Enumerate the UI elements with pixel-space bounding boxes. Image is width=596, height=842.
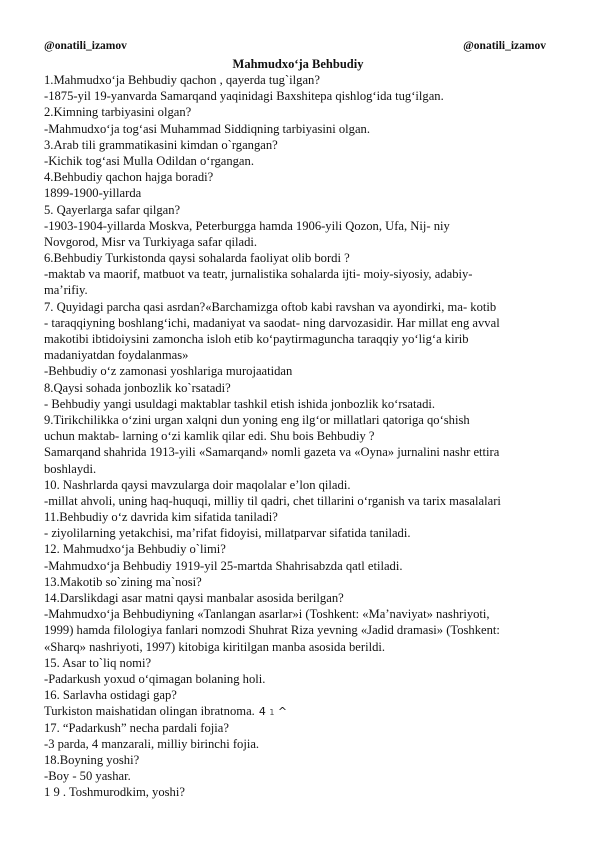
text-line — [44, 315, 560, 331]
text-line-content: -maktab va maorif, matbuot va teatr, jurnalistika sohalarda ijti- moiy-siyosiy, adabiy- — [44, 267, 473, 282]
header-handle-right: @onatili_izamov — [463, 40, 546, 52]
text-line — [44, 428, 560, 444]
text-line-content: boshlaydi. — [44, 461, 97, 476]
text-line — [44, 121, 560, 137]
text-line — [44, 363, 560, 379]
text-line-content: -Kichik tog‘asi Mulla Odildan o‘rgangan. — [44, 153, 254, 168]
text-line — [44, 639, 560, 655]
text-line-content: 18.Boyning yoshi? — [44, 752, 140, 767]
text-line — [44, 493, 560, 509]
text-line — [44, 282, 560, 298]
text-line-content: uchun maktab- larning o‘zi kamlik qilar edi. Shu bois Behbudiy ? — [44, 429, 375, 444]
text-line-content: -1903-1904-yillarda Moskva, Peterburgga hamda 1906-yili Qozon, Ufa, Nij- niy — [44, 218, 450, 233]
text-line — [44, 622, 560, 638]
text-line-content: «Sharq» nashriyoti, 1997) kitobiga kiritilgan manba asosida berildi. — [44, 639, 386, 654]
text-line-content: -1875-yil 19-yanvarda Samarqand yaqinidagi Baxshitepa qishlog‘ida tug‘ilgan. — [44, 89, 444, 104]
text-line-content: 2.Kimning tarbiyasini olgan? — [44, 105, 192, 120]
text-line-content: -3 parda, 4 manzarali, milliy birinchi fojia. — [44, 736, 260, 751]
text-line-content: 11.Behbudiy o‘z davrida kim sifatida taniladi? — [44, 510, 278, 525]
text-line — [44, 153, 560, 169]
text-line-content: -millat ahvoli, uning haq-huquqi, milliy til qadri, chet tillarini o‘rganish va tarix masalalari — [44, 493, 501, 508]
text-line-content: 4.Behbudiy qachon hajga boradi? — [44, 170, 214, 185]
text-line — [44, 461, 560, 477]
text-line — [44, 703, 560, 719]
text-line-content: -Mahmudxo‘ja Behbudiyning «Tanlangan asarlar»i (Toshkent: «Ma’naviyat» nashriyoti, — [44, 607, 490, 622]
text-line — [44, 250, 560, 266]
text-line-content: 13.Makotib so`zining ma`nosi? — [44, 574, 202, 589]
text-line-content: 12. Mahmudxo‘ja Behbudiy o`limi? — [44, 542, 226, 557]
text-line — [44, 768, 560, 784]
text-line-content: 1899-1900-yillarda — [44, 186, 142, 201]
text-line — [44, 299, 560, 315]
page-number-mark — [259, 705, 287, 718]
header-handle-left: @onatili_izamov — [44, 40, 127, 52]
text-line-content: ma’rifiy. — [44, 283, 88, 298]
text-line-content: -Padarkush yoxud o‘qimagan bolaning holi. — [44, 671, 266, 686]
page-number-big: 4 — [258, 705, 266, 719]
text-line-content: makotibi ibtidoiysini zamoncha isloh etib ko‘paytirmaguncha taraqqiy yo‘lig‘a kirib — [44, 332, 469, 346]
text-line-content: 3.Arab tili grammatikasini kimdan o`rgangan? — [44, 137, 278, 152]
text-line — [44, 347, 560, 363]
text-line — [44, 218, 560, 234]
caret-icon: ^ — [277, 705, 288, 719]
text-line — [44, 266, 560, 282]
text-line-content: -Mahmudxo‘ja tog‘asi Muhammad Siddiqning tarbiyasini olgan. — [44, 121, 370, 136]
text-line — [44, 88, 560, 104]
text-line-content: 6.Behbudiy Turkistonda qaysi sohalarda faoliyat olib bordi ? — [44, 251, 350, 266]
text-line-content: 14.Darslikdagi asar matni qaysi manbalar asosida berilgan? — [44, 591, 344, 605]
text-line-content: 9.Tirikchilikka o‘zini urgan xalqni dun yoning eng ilg‘or millatlari qatoriga qo‘shish — [44, 412, 470, 427]
text-line-content: -Boy - 50 yashar. — [44, 769, 131, 784]
text-line — [44, 331, 560, 347]
text-line-content: 17. “Padarkush” necha pardali fojia? — [44, 720, 229, 735]
text-line-content: Novgorod, Misr va Turkiyaga safar qiladi. — [44, 234, 258, 249]
text-line — [44, 720, 560, 736]
text-line-content: Samarqand shahrida 1913-yili «Samarqand» nomli gazeta va «Oyna» jurnalini nashr ettira — [44, 445, 500, 460]
text-line-content: - ziyolilarning yetakchisi, ma’rifat fidoyisi, millatparvar sifatida taniladi. — [44, 526, 411, 541]
text-line — [44, 590, 560, 606]
text-line-content: 15. Asar to`liq nomi? — [44, 655, 152, 670]
text-line-content: 10. Nashrlarda qaysi mavzularga doir maqolalar e’lon qiladi. — [44, 477, 351, 492]
text-line — [44, 234, 560, 250]
text-line — [44, 380, 560, 396]
document-title: Mahmudxo‘ja Behbudiy — [232, 57, 364, 71]
text-line — [44, 655, 560, 671]
text-line — [44, 574, 560, 590]
text-line-content: 1999) hamda filologiya fanlari nomzodi Shuhrat Riza yevning «Jadid dramasi» (Toshkent: — [44, 623, 500, 638]
text-line-content: 1 9 . Toshmurodkim, yoshi? — [44, 785, 185, 800]
text-line — [44, 736, 560, 752]
text-line — [44, 185, 560, 201]
text-line — [44, 104, 560, 120]
text-line — [44, 558, 560, 574]
text-line-content: - Behbudiy yangi usuldagi maktablar tashkil etish ishida jonbozlik ko‘rsatadi. — [44, 396, 436, 411]
document-body — [44, 72, 560, 800]
text-line — [44, 509, 560, 525]
text-line — [44, 671, 560, 687]
text-line-content: 16. Sarlavha ostidagi gap? — [44, 688, 177, 703]
text-line-content: - taraqqiyning boshlang‘ichi, madaniyat va saodat- ning darvozasidir. Har millat eng avval — [44, 315, 500, 330]
text-line — [44, 72, 560, 88]
text-line — [44, 444, 560, 460]
text-line-content: 1.Mahmudxo‘ja Behbudiy qachon , qayerda tug`ilgan? — [44, 73, 320, 87]
text-line — [44, 525, 560, 541]
text-line — [44, 541, 560, 557]
text-line — [44, 412, 560, 428]
text-line — [44, 606, 560, 622]
text-line-content: 8.Qaysi sohada jonbozlik ko`rsatadi? — [44, 380, 231, 395]
text-line-content: 7. Quyidagi parcha qasi asrdan?«Barchamizga oftob kabi ravshan va ayondirki, ma- kotib — [44, 299, 497, 314]
text-line — [44, 202, 560, 218]
text-line — [44, 477, 560, 493]
text-line-content: -Mahmudxo‘ja Behbudiy 1919-yil 25-martda Shahrisabzda qatl etiladi. — [44, 558, 403, 573]
text-line-content: madaniyatdan foydalanmas» — [44, 348, 189, 363]
text-line — [44, 687, 560, 703]
text-line-content: -Behbudiy o‘z zamonasi yoshlariga murojaatidan — [44, 364, 293, 379]
page-number-small: 1 — [269, 708, 275, 718]
text-line-content: Turkiston maishatidan olingan ibratnoma. — [44, 704, 255, 719]
text-line — [44, 137, 560, 153]
text-line — [44, 169, 560, 185]
text-line — [44, 396, 560, 412]
text-line — [44, 752, 560, 768]
text-line — [44, 784, 560, 800]
text-line-content: 5. Qayerlarga safar qilgan? — [44, 202, 181, 217]
